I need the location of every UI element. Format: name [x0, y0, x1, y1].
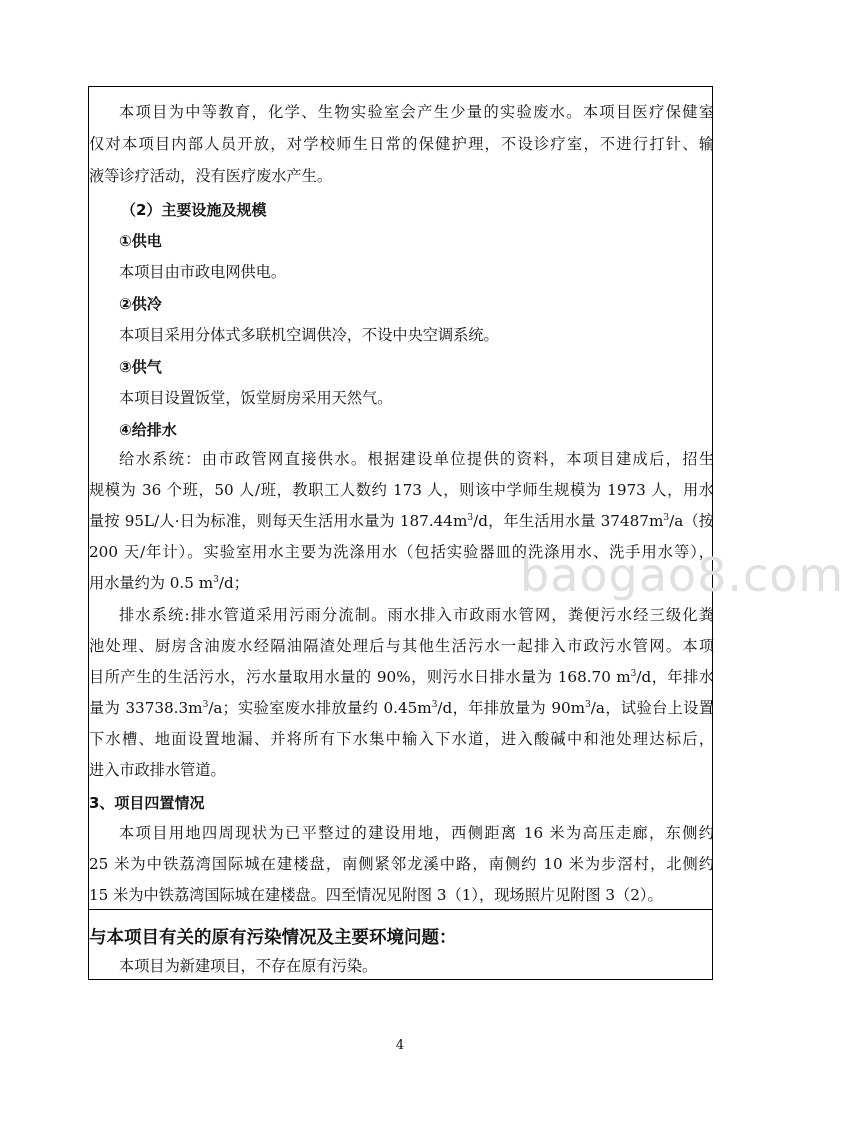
- overview-line-3: 液等诊疗活动，没有医疗废水产生。: [89, 167, 332, 185]
- drain-line-4: 量为 $33738.3m^3/a$；实验室废水排放量约 $0.45m^3/d$，年排放量为 $90m^3/a$，试验台上设置: [89, 699, 715, 717]
- watermark: baogao8.com: [520, 548, 844, 602]
- power-text: 本项目由市政电网供电。: [119, 263, 287, 281]
- supply-line-5: 用水量约为 0.5 $m^3/d$；: [89, 574, 249, 592]
- power-heading: ①供电: [119, 232, 162, 250]
- overview-line-2: 仅对本项目内部人员开放，对学校师生日常的保健护理，不设诊疗室，不进行打针、输: [89, 135, 714, 153]
- supply-line-2: 规模为 36 个班，50 人/班，教职工人数约 173 人，则该中学师生规模为 1973 人，用水: [89, 481, 714, 499]
- supply-line-1: 给水系统：由市政管网直接供水。根据建设单位提供的资料，本项目建成后，招生: [119, 450, 714, 468]
- surroundings-line-3: 15 米为中铁荔湾国际城在建楼盘。四至情况见附图 3（1），现场照片见附图 3（2）。: [89, 886, 663, 904]
- surroundings-line-1: 本项目用地四周现状为已平整过的建设用地，西侧距离 16 米为高压走廊，东侧约: [119, 824, 714, 842]
- cooling-heading: ②供冷: [119, 295, 162, 313]
- drain-line-6: 进入市政排水管道。: [89, 761, 226, 779]
- water-heading: ④给排水: [119, 421, 177, 439]
- supply-line-4: 200 天/年计）。实验室用水主要为洗涤用水（包括实验器皿的洗涤用水、洗手用水等），: [89, 543, 714, 561]
- existing-pollution-box: [88, 909, 713, 980]
- surroundings-line-2: 25 米为中铁荔湾国际城在建楼盘，南侧紧邻龙溪中路，南侧约 10 米为步滘村，北侧约: [89, 855, 714, 873]
- gas-heading: ③供气: [119, 358, 162, 376]
- page-number: 4: [395, 1038, 405, 1053]
- drain-line-3: 目所产生的生活污水，污水量取用水量的 90%，则污水日排水量为 168.70 $m^3/d$，年排水: [89, 668, 714, 686]
- drain-line-2: 池处理、厨房含油废水经隔油隔渣处理后与其他生活污水一起排入市政污水管网。本项: [89, 637, 714, 655]
- facilities-heading: （2）主要设施及规模: [121, 201, 267, 219]
- project-description-box: [88, 86, 713, 910]
- drain-line-5: 下水槽、地面设置地漏、并将所有下水集中输入下水道，进入酸碱中和池处理达标后，: [89, 730, 714, 748]
- drain-line-1: 排水系统:排水管道采用污雨分流制。雨水排入市政雨水管网，粪便污水经三级化粪: [119, 606, 714, 624]
- overview-line-1: 本项目为中等教育，化学、生物实验室会产生少量的实验废水。本项目医疗保健室: [119, 103, 714, 121]
- cooling-text: 本项目采用分体式多联机空调供冷，不设中央空调系统。: [119, 326, 499, 344]
- surroundings-heading: 3、项目四置情况: [89, 794, 205, 812]
- supply-line-3: 量按 95L/人·日为标准，则每天生活用水量为 $187.44m^3/d$，年生活用水量 $37487m^3/a$（按: [89, 512, 714, 530]
- pollution-text: 本项目为新建项目，不存在原有污染。: [119, 957, 378, 975]
- pollution-heading: 与本项目有关的原有污染情况及主要环境问题：: [89, 928, 457, 948]
- gas-text: 本项目设置饭堂，饭堂厨房采用天然气。: [119, 389, 393, 407]
